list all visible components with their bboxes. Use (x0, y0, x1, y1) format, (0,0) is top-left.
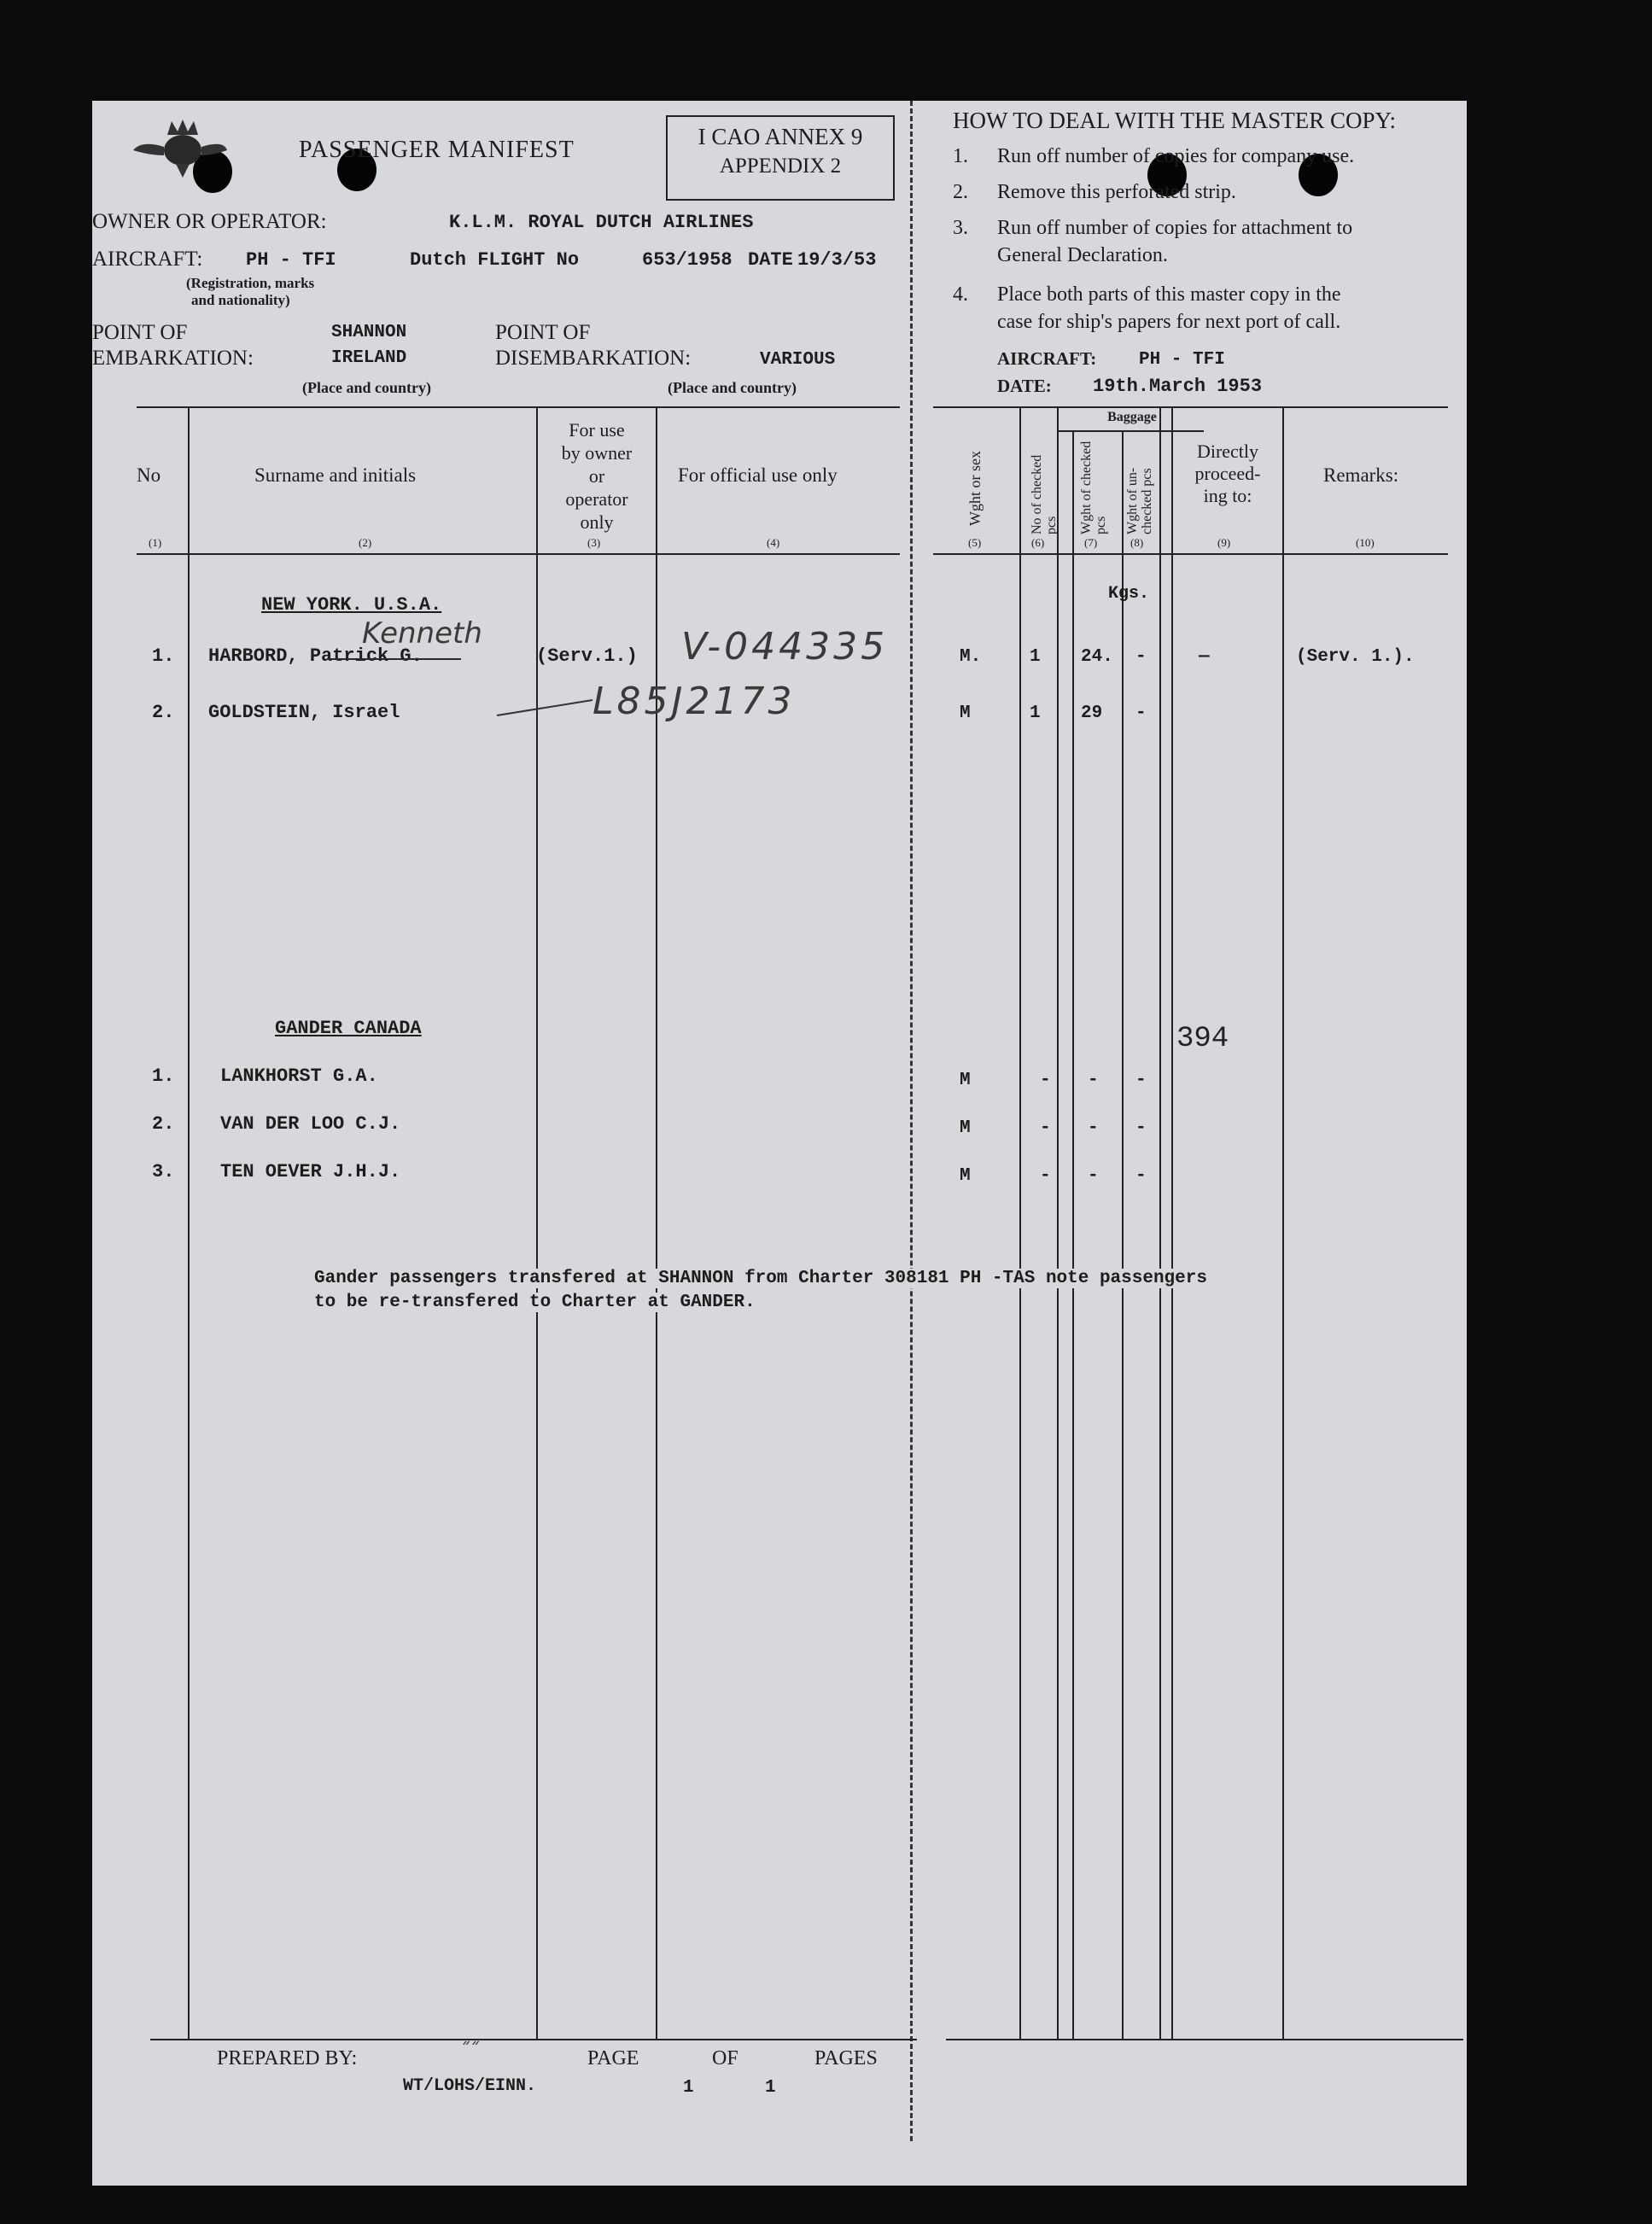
sex-value: M (960, 1166, 971, 1186)
checked-weight-value: - (1088, 1071, 1099, 1090)
right-aircraft-label: AIRCRAFT: (997, 348, 1097, 369)
owner-label: OWNER OR OPERATOR: (92, 210, 327, 233)
passenger-name: TEN OEVER J.H.J. (220, 1161, 401, 1182)
col-header-line: proceed- (1194, 463, 1261, 484)
unchecked-weight-value: - (1135, 1118, 1147, 1138)
aircraft-value: PH - TFI (246, 249, 336, 271)
unchecked-weight-value: - (1135, 647, 1147, 667)
instruction-number: 1. (953, 145, 968, 167)
col-header-owner-use (538, 418, 656, 534)
checked-pcs-value: - (1040, 1071, 1051, 1090)
perforation-line (910, 101, 913, 2141)
instruction-text: Run off number of copies for attachment to (997, 217, 1353, 239)
col-header-line: For use (569, 419, 625, 441)
column-rule (1282, 408, 1284, 2039)
owner-use-value: (Serv.1.) (536, 645, 638, 667)
pen-stroke-mark (493, 695, 596, 721)
instruction-text: General Declaration. (997, 244, 1168, 266)
official-handwritten-value: V-044335 (681, 625, 889, 668)
row-number: 1. (152, 1065, 175, 1087)
sex-value: M (960, 703, 971, 723)
aircraft-note: and nationality) (191, 292, 290, 308)
checked-pcs-value: 1 (1030, 647, 1041, 667)
col-number: (2) (359, 536, 372, 549)
initials-mark: ˝˝ (459, 2040, 478, 2062)
col-number: (7) (1084, 536, 1098, 549)
transfer-note: Gander passengers transfered at SHANNON from Charter 308181 PH -TAS note passengers (314, 1269, 1207, 1288)
row-number: 1. (152, 645, 175, 667)
column-rule (1122, 432, 1124, 2039)
checked-pcs-value: 1 (1030, 703, 1041, 723)
col-header-direct (1173, 441, 1282, 507)
kgs-label: Kgs. (1108, 584, 1150, 604)
place-note: (Place and country) (302, 379, 431, 396)
row-number: 2. (152, 1113, 175, 1135)
embarkation-value: IRELAND (331, 348, 407, 368)
column-rule (1057, 408, 1059, 2039)
col-number: (4) (767, 536, 780, 549)
sex-value: M (960, 1071, 971, 1090)
column-rule (1171, 408, 1173, 2039)
passenger-name: LANKHORST G.A. (220, 1065, 378, 1087)
passenger-name: GOLDSTEIN, Israel (208, 702, 400, 723)
checked-pcs-value: - (1040, 1118, 1051, 1138)
aircraft-note: (Registration, marks (186, 275, 315, 291)
col-number: (10) (1356, 536, 1375, 549)
aircraft-label: AIRCRAFT: (92, 248, 203, 271)
checked-weight-value: - (1088, 1118, 1099, 1138)
col-header-line: or (588, 465, 605, 487)
column-rule (656, 408, 657, 2039)
page-number: 1 (683, 2078, 694, 2098)
col-number: (6) (1031, 536, 1045, 549)
col-header-surname: Surname and initials (254, 464, 417, 486)
col-number: (3) (587, 536, 601, 549)
instruction-number: 2. (953, 181, 968, 203)
col-header-line: operator (565, 488, 628, 510)
col-header-line: by owner (561, 442, 633, 464)
flight-label: Dutch FLIGHT No (410, 249, 580, 271)
destination-heading: NEW YORK. U.S.A. (261, 594, 442, 616)
col-header-line: Directly (1196, 441, 1259, 462)
instruction-number: 4. (953, 283, 968, 306)
unchecked-weight-value: - (1135, 703, 1147, 723)
remarks-value: (Serv. 1.). (1296, 647, 1415, 667)
instruction-text: Run off number of copies for company use. (997, 145, 1355, 167)
column-rule (188, 408, 190, 2039)
embarkation-label: POINT OF (92, 321, 188, 344)
icao-annex-box (666, 115, 895, 201)
passenger-name: HARBORD, Patrick G. (208, 645, 423, 667)
official-handwritten-value: L85J2173 (593, 680, 796, 723)
checked-pcs-value: - (1040, 1166, 1051, 1186)
prepared-by-value: WT/LOHS/EINN. (403, 2076, 537, 2096)
page-label: PAGE (587, 2047, 639, 2069)
instructions-title: HOW TO DEAL WITH THE MASTER COPY: (953, 108, 1397, 133)
right-aircraft-value: PH - TFI (1139, 350, 1225, 370)
flight-number: 653/1958 (642, 249, 733, 271)
header-bottom-rule (137, 553, 900, 555)
sex-value: M. (960, 647, 982, 667)
icao-appendix-line: APPENDIX 2 (719, 155, 842, 178)
col-header-line: ing to: (1203, 485, 1252, 506)
col-header-baggage: Baggage (1107, 410, 1157, 424)
icao-annex-line: I CAO ANNEX 9 (698, 124, 863, 149)
col-header-wght-unchecked: Wght of un-checked pcs (1125, 467, 1154, 534)
owner-value: K.L.M. ROYAL DUTCH AIRLINES (449, 212, 754, 233)
destination-heading: GANDER CANADA (275, 1018, 422, 1039)
checked-weight-value: 29 (1081, 703, 1103, 723)
col-header-wght: Wght or sex (966, 451, 984, 526)
klm-crown-logo-icon (133, 116, 227, 184)
pages-label: PAGES (814, 2047, 878, 2069)
of-label: OF (712, 2047, 738, 2069)
checked-weight-value: - (1088, 1166, 1099, 1186)
handwritten-name: Kenneth (362, 616, 482, 651)
strike-through-mark (328, 647, 464, 673)
manifest-page (92, 101, 1467, 2186)
instruction-number: 3. (953, 217, 968, 239)
right-date-label: DATE: (997, 376, 1052, 396)
disembarkation-label: POINT OF (495, 321, 591, 344)
right-date-value: 19th.March 1953 (1093, 376, 1263, 397)
direct-value: — (1199, 647, 1210, 667)
instruction-text: Remove this perforated strip. (997, 181, 1236, 203)
instruction-text: case for ship's papers for next port of call. (997, 311, 1341, 333)
col-header-remarks: Remarks: (1323, 464, 1399, 486)
column-rule (1072, 432, 1074, 2039)
embarkation-label: EMBARKATION: (92, 347, 254, 370)
page-title: PASSENGER MANIFEST (299, 137, 575, 163)
baggage-rule (1057, 430, 1204, 432)
transfer-note: to be re-transfered to Charter at GANDER. (314, 1293, 756, 1312)
date-value: 19/3/53 (797, 249, 877, 271)
col-header-official: For official use only (678, 464, 838, 486)
instruction-text: Place both parts of this master copy in the (997, 283, 1341, 306)
checked-weight-value: 24. (1081, 647, 1113, 667)
disembarkation-label: DISEMBARKATION: (495, 347, 692, 370)
unchecked-weight-value: - (1135, 1071, 1147, 1090)
embarkation-value: SHANNON (331, 323, 407, 342)
col-header-wght-checked: Wght of checked pcs (1079, 441, 1108, 534)
column-rule (1019, 408, 1021, 2039)
col-number: (5) (968, 536, 982, 549)
col-header-checked-pcs: No of checked pcs (1030, 454, 1059, 534)
table-bottom-rule (946, 2039, 1463, 2040)
header-bottom-rule (933, 553, 1448, 555)
total-pages: 1 (765, 2078, 776, 2098)
col-header-no: No (137, 464, 161, 486)
unchecked-weight-value: - (1135, 1166, 1147, 1186)
row-number: 3. (152, 1161, 175, 1182)
prepared-by-label: PREPARED BY: (217, 2047, 358, 2069)
column-rule (1159, 408, 1161, 2039)
disembarkation-value: VARIOUS (760, 350, 836, 370)
row-number: 2. (152, 702, 175, 723)
sex-value: M (960, 1118, 971, 1138)
table-bottom-rule (150, 2039, 917, 2040)
col-number: (9) (1217, 536, 1231, 549)
col-number: (1) (149, 536, 162, 549)
col-number: (8) (1130, 536, 1144, 549)
stamp-number: 394 (1176, 1023, 1229, 1055)
place-note: (Place and country) (668, 379, 797, 396)
passenger-name: VAN DER LOO C.J. (220, 1113, 401, 1135)
date-label: DATE (748, 249, 793, 271)
table-top-rule (137, 406, 900, 408)
col-header-line: only (580, 511, 614, 533)
table-top-rule (933, 406, 1448, 408)
